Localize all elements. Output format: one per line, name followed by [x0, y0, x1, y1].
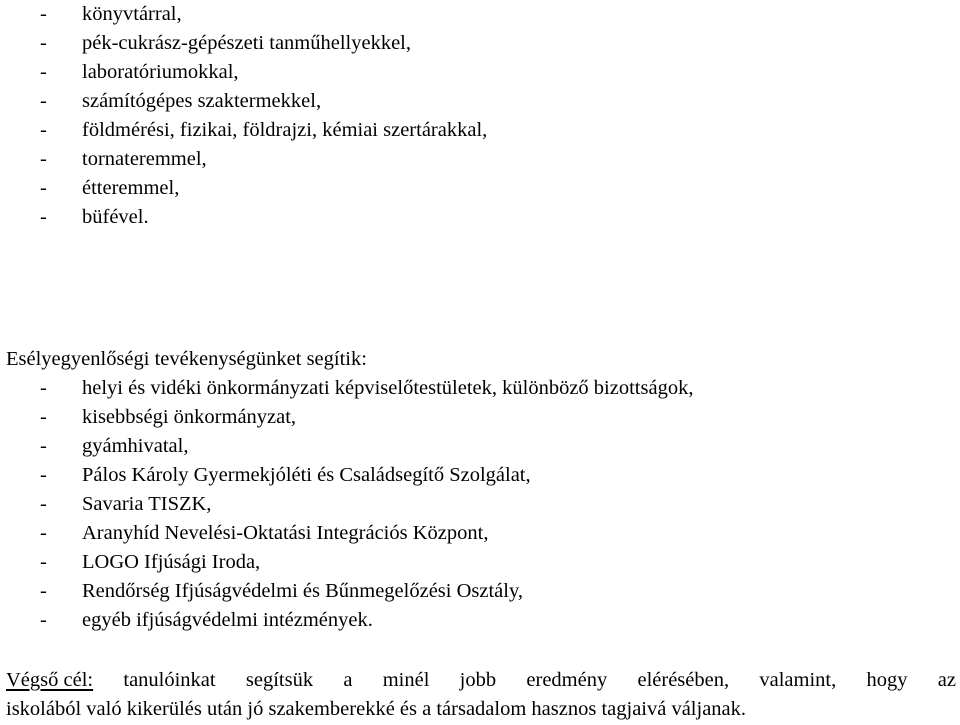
list-dash: -	[40, 32, 47, 54]
final-goal-word: segítsük	[245, 669, 314, 691]
list-item-text: büfével.	[82, 206, 149, 228]
final-goal-word: tanulóinkat	[123, 669, 216, 691]
final-goal-word: minél	[382, 669, 430, 691]
list-dash: -	[40, 406, 47, 428]
final-goal-word: az	[937, 669, 956, 691]
final-goal-word: hogy	[866, 669, 908, 691]
list-dash: -	[40, 377, 47, 399]
final-goal-label: Végső cél:	[6, 669, 94, 691]
final-goal-line-2: iskolából való kikerülés után jó szakemberekké és a társadalom hasznos tagjaivá váljanak.	[6, 698, 747, 720]
list-item-text: pék-cukrász-gépészeti tanműhellyekkel,	[82, 32, 411, 54]
final-goal-word: jobb	[459, 669, 497, 691]
final-goal-word: valamint,	[759, 669, 837, 691]
list-item-text: laboratóriumokkal,	[82, 61, 239, 83]
list-item-text: étteremmel,	[82, 177, 180, 199]
list-dash: -	[40, 464, 47, 486]
list-dash: -	[40, 493, 47, 515]
final-goal-word: a	[343, 669, 353, 691]
list-dash: -	[40, 3, 47, 25]
list-item-text: Rendőrség Ifjúságvédelmi és Bűnmegelőzési Osztály,	[82, 580, 524, 602]
list-item-text: tornateremmel,	[82, 148, 207, 170]
list-item-text: könyvtárral,	[82, 3, 182, 25]
list-item-text: helyi és vidéki önkormányzati képviselőtestületek, különböző bizottságok,	[82, 377, 694, 399]
list-item-text: kisebbségi önkormányzat,	[82, 406, 297, 428]
list-item-text: egyéb ifjúságvédelmi intézmények.	[82, 609, 373, 631]
list-item-text: Savaria TISZK,	[82, 493, 212, 515]
list-dash: -	[40, 580, 47, 602]
list-dash: -	[40, 90, 47, 112]
list-dash: -	[40, 435, 47, 457]
list-dash: -	[40, 119, 47, 141]
final-goal-line-1	[6, 666, 956, 695]
equal-opportunity-intro: Esélyegyenlőségi tevékenységünket segítik:	[6, 348, 367, 370]
list-dash: -	[40, 551, 47, 573]
list-dash: -	[40, 61, 47, 83]
final-goal-word: eredmény	[526, 669, 608, 691]
list-item-text: Pálos Károly Gyermekjóléti és Családsegítő Szolgálat,	[82, 464, 531, 486]
list-dash: -	[40, 206, 47, 228]
final-goal-paragraph	[6, 666, 956, 724]
list-item-text: földmérési, fizikai, földrajzi, kémiai szertárakkal,	[82, 119, 488, 141]
final-goal-word: elérésében,	[637, 669, 730, 691]
list-dash: -	[40, 609, 47, 631]
list-dash: -	[40, 522, 47, 544]
list-item-text: számítógépes szaktermekkel,	[82, 90, 322, 112]
list-item-text: LOGO Ifjúsági Iroda,	[82, 551, 261, 573]
list-dash: -	[40, 148, 47, 170]
list-item-text: gyámhivatal,	[82, 435, 189, 457]
list-dash: -	[40, 177, 47, 199]
list-item-text: Aranyhíd Nevelési-Oktatási Integrációs Központ,	[82, 522, 489, 544]
